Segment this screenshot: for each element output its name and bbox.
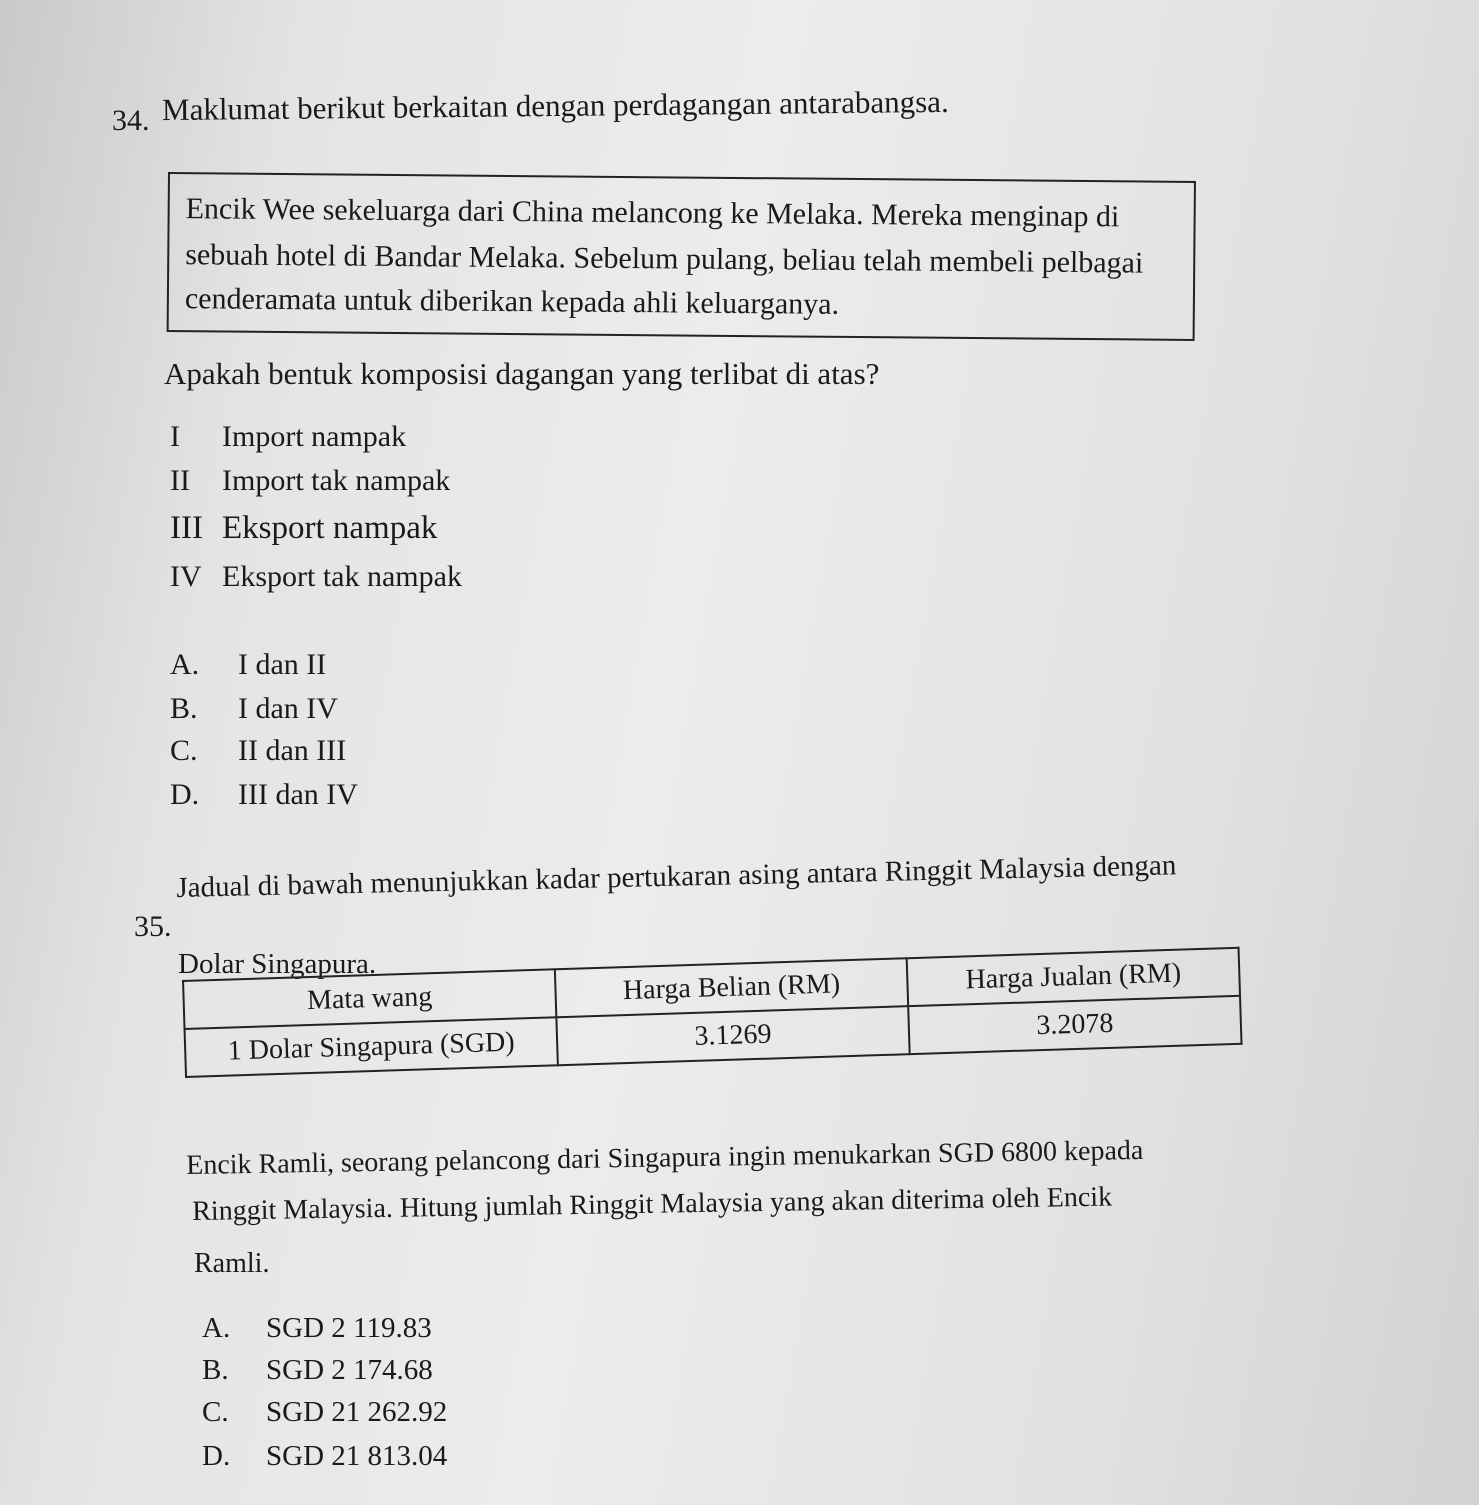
statement-text: Eksport nampak [222,510,438,546]
statement-text: Import tak nampak [222,464,451,497]
statement-roman: III [170,510,203,546]
q34-option-a[interactable] [170,648,326,682]
question-34-info-box [167,172,1196,341]
statement-text: Eksport tak nampak [222,560,462,593]
statement-roman: I [170,420,180,453]
option-text: III dan IV [238,778,358,811]
option-text: SGD 21 813.04 [266,1440,448,1472]
q35-option-d[interactable] [202,1440,447,1473]
option-letter: C. [202,1396,229,1428]
option-text: II dan III [238,734,347,767]
statement-ii [170,464,450,498]
q34-option-c[interactable] [170,734,346,768]
q34-option-d[interactable] [170,778,358,812]
option-letter: C. [170,734,198,767]
statement-text: Import nampak [222,420,407,453]
question-35-para-line-1: Encik Ramli, seorang pelancong dari Singapura ingin menukarkan SGD 6800 kepada [186,1134,1144,1181]
header-selling-price: Harga Jualan (RM) [907,948,1240,1006]
option-text: I dan IV [238,692,338,725]
q35-option-b[interactable] [202,1354,433,1387]
question-34-prompt: Apakah bentuk komposisi dagangan yang terlibat di atas? [164,356,880,391]
question-35-para-line-3: Ramli. [194,1248,270,1279]
cell-buying-price: 3.1269 [556,1006,909,1065]
info-box-line-2: sebuah hotel di Bandar Melaka. Sebelum pulang, beliau telah membeli pelbagai [185,238,1144,280]
option-letter: B. [170,692,198,725]
info-box-line-3: cenderamata untuk diberikan kepada ahli keluarganya. [184,282,840,321]
statement-iii [170,510,437,547]
statement-roman: II [170,464,190,497]
option-text: SGD 2 174.68 [266,1354,433,1386]
statement-i [170,420,406,454]
question-34-number: 34. [112,104,150,137]
statement-iv [170,560,462,594]
q34-option-b[interactable] [170,692,338,726]
question-35-number: 35. [134,910,172,943]
option-text: I dan II [238,648,327,681]
option-letter: B. [202,1354,229,1386]
question-35-para-line-2: Ringgit Malaysia. Hitung jumlah Ringgit Malaysia yang akan diterima oleh Encik [192,1181,1113,1227]
statement-roman: IV [170,560,202,593]
cell-selling-price: 3.2078 [908,996,1241,1054]
option-letter: A. [170,648,200,681]
option-letter: A. [202,1312,231,1344]
option-text: SGD 21 262.92 [266,1396,448,1428]
option-text: SGD 2 119.83 [266,1312,432,1344]
header-buying-price: Harga Belian (RM) [555,958,908,1017]
q35-option-c[interactable] [202,1396,447,1429]
header-currency: Mata wang [183,969,556,1029]
question-34-stem: Maklumat berikut berkaitan dengan perdagangan antarabangsa. [161,83,949,128]
question-35-stem-line-1: Jadual di bawah menunjukkan kadar pertukaran asing antara Ringgit Malaysia dengan [176,849,1177,904]
option-letter: D. [170,778,200,811]
info-box-line-1: Encik Wee sekeluarga dari China melancong ke Melaka. Mereka menginap di [185,192,1120,234]
option-letter: D. [202,1440,231,1472]
q35-option-a[interactable] [202,1312,432,1345]
question-35-stem-line-2: Dolar Singapura. [178,948,377,980]
cell-currency: 1 Dolar Singapura (SGD) [185,1017,558,1077]
